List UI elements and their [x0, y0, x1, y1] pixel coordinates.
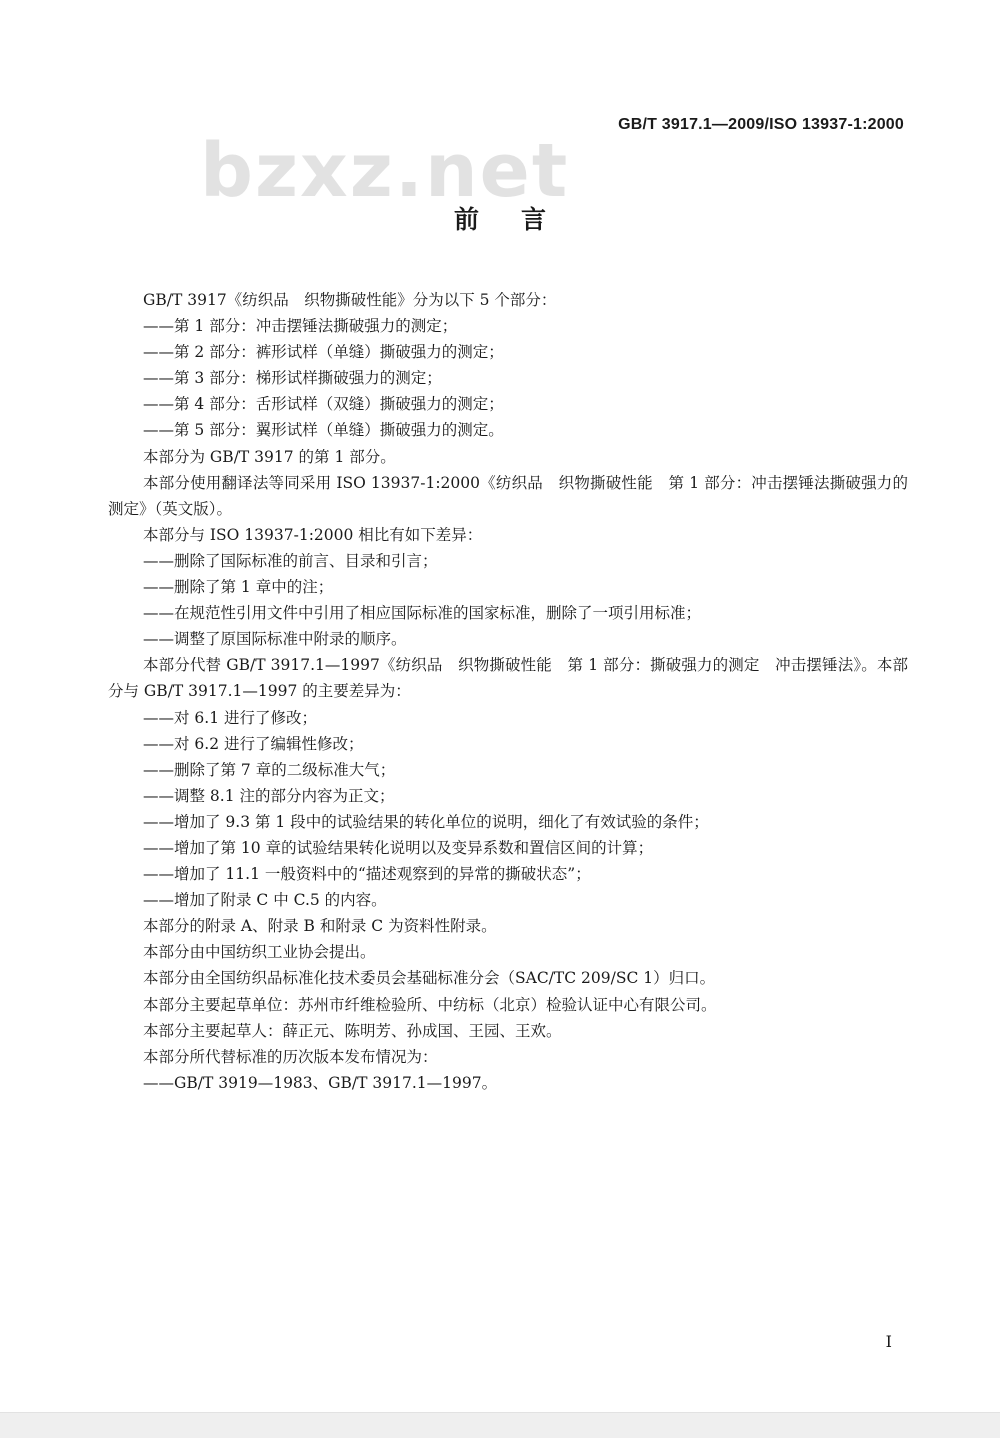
page-title: 前言 [453, 205, 588, 234]
list-item-difference-3: ——在规范性引用文件中引用了相应国际标准的国家标准，删除了一项引用标准； [143, 604, 702, 623]
list-item-difference-1: ——删除了国际标准的前言、目录和引言； [143, 551, 438, 570]
paragraph-adoption: 本部分使用翻译法等同采用 ISO 13937-1:2000《纺织品 织物撕破性能 第 1 部分：冲击摆锤法撕破强力的测定》（英文版）。 [108, 473, 908, 518]
list-item-history: ——GB/T 3919—1983、GB/T 3917.1—1997。 [143, 1073, 498, 1092]
watermark: bzxz.net [200, 128, 570, 214]
paragraph-replaces: 本部分代替 GB/T 3917.1—1997《纺织品 织物撕破性能 第 1 部分：撕破强力的测定 冲击摆锤法》。本部分与 GB/T 3917.1—1997 的主要差异为： [108, 656, 908, 701]
standard-number: GB/T 3917.1—2009/ISO 13937-1:2000 [618, 116, 904, 133]
paragraph-committee: 本部分由全国纺织品标准化技术委员会基础标准分会（SAC/TC 209/SC 1）归口。 [143, 969, 716, 988]
page-number: I [885, 1332, 892, 1351]
list-item-change-5: ——增加了 9.3 第 1 段中的试验结果的转化单位的说明，细化了有效试验的条件； [143, 812, 709, 831]
list-item-change-4: ——调整 8.1 注的部分内容为正文； [143, 786, 395, 805]
list-item-part-2: ——第 2 部分：裤形试样（单缝）撕破强力的测定； [143, 343, 504, 362]
list-item-part-4: ——第 4 部分：舌形试样（双缝）撕破强力的测定； [143, 395, 504, 414]
paragraph-differences-intro: 本部分与 ISO 13937-1:2000 相比有如下差异： [143, 525, 483, 544]
list-item-part-5: ——第 5 部分：翼形试样（单缝）撕破强力的测定。 [143, 421, 504, 440]
list-item-change-2: ——对 6.2 进行了编辑性修改； [143, 734, 364, 753]
paragraph-annexes: 本部分的附录 A、附录 B 和附录 C 为资料性附录。 [143, 917, 497, 936]
list-item-part-1: ——第 1 部分：冲击摆锤法撕破强力的测定； [143, 317, 458, 336]
paragraph-drafters: 本部分主要起草人：薛正元、陈明芳、孙成国、王园、王欢。 [143, 1021, 562, 1040]
list-item-part-3: ——第 3 部分：梯形试样撕破强力的测定； [143, 369, 442, 388]
list-item-difference-2: ——删除了第 1 章中的注； [143, 578, 334, 597]
paragraph-proposer: 本部分由中国纺织工业协会提出。 [143, 943, 376, 962]
list-item-change-8: ——增加了附录 C 中 C.5 的内容。 [143, 891, 387, 910]
list-item-difference-4: ——调整了原国际标准中附录的顺序。 [143, 630, 407, 649]
paragraph-drafting-units: 本部分主要起草单位：苏州市纤维检验所、中纺标（北京）检验认证中心有限公司。 [143, 995, 717, 1014]
list-item-change-7: ——增加了 11.1 一般资料中的“描述观察到的异常的撕破状态”； [143, 865, 591, 884]
paragraph-parts-intro: GB/T 3917《纺织品 织物撕破性能》分为以下 5 个部分： [143, 291, 557, 309]
paragraph-this-part: 本部分为 GB/T 3917 的第 1 部分。 [143, 447, 396, 466]
list-item-change-6: ——增加了第 10 章的试验结果转化说明以及变异系数和置信区间的计算； [143, 838, 654, 857]
paragraph-history-intro: 本部分所代替标准的历次版本发布情况为： [143, 1047, 438, 1066]
list-item-change-3: ——删除了第 7 章的二级标准大气； [143, 760, 396, 779]
foreword-body [108, 287, 908, 1096]
list-item-change-1: ——对 6.1 进行了修改； [143, 708, 318, 727]
viewer-bottom-bar [0, 1412, 1000, 1438]
